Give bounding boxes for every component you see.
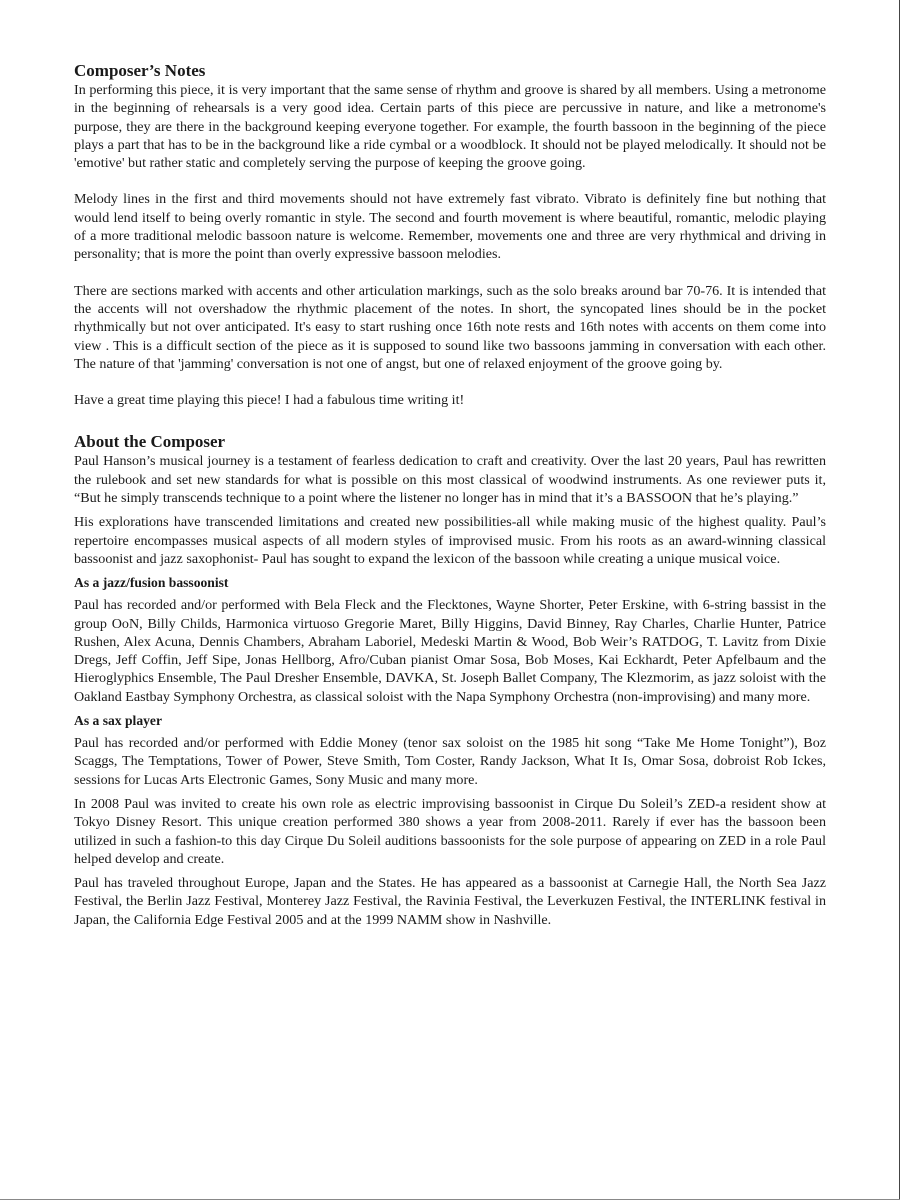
sax-paragraph-1: Paul has recorded and/or performed with Eddie Money (tenor sax soloist on the 1985 hit song “Take Me Home Tonight”), Boz Scaggs, The Temptations, Tower of Power, Steve Smith, Tom Coster, Randy Jackson, What It Is, Omar Sosa, dobroist Rob Ickes, sessions for Lucas Arts Electronic Games, Sony Music and many more. (74, 735, 826, 788)
composers-notes-paragraph-3: There are sections marked with accents and other articulation markings, such as the solo breaks around bar 70-76. It is intended that the accents will not overshadow the rhythmic placement of the notes. In short, the syncopated lines should be in the pocket rhythmically but not over anticipated. It's easy to start rushing once 16th note rests and 16th notes with accents on them come into view . This is a difficult section of the piece as it is supposed to sound like two bassoons jamming in conversation with each other. The nature of that 'jamming' conversation is not one of angst, but one of relaxed enjoyment of the groove going by. (74, 282, 826, 372)
sax-paragraph-3: Paul has traveled throughout Europe, Japan and the States. He has appeared as a bassoonist at Carnegie Hall, the North Sea Jazz Festival, the Berlin Jazz Festival, Monterey Jazz Festival, the Ravinia Festival, the Leverkuzen Festival, the INTERLINK festival in Japan, the California Edge Festival 2005 and at the 1999 NAMM show in Nashville. (74, 875, 826, 928)
jazz-fusion-subheading: As a jazz/fusion bassoonist (74, 575, 229, 591)
about-composer-heading: About the Composer (74, 432, 226, 452)
composers-notes-paragraph-1: In performing this piece, it is very important that the same sense of rhythm and groove is shared by all members. Using a metronome in the beginning of rehearsals is a very good idea. Certain parts of this piece are percussive in nature, and like a metronome's purpose, they are there in the background keeping everyone together. For example, the fourth bassoon in the beginning of the piece plays a part that has to be in the background like a ride cymbal or a woodblock. It should not be played melodically. It should not be 'emotive' but rather static and completely serving the purpose of keeping the groove going. (74, 82, 826, 172)
jazz-fusion-paragraph: Paul has recorded and/or performed with Bela Fleck and the Flecktones, Wayne Shorter, Peter Erskine, with 6-string bassist in the group OoN, Billy Childs, Harmonica virtuoso Gregorie Maret, Billy Higgins, David Binney, Ray Charles, Charlie Hunter, Patrice Rushen, Alex Acuna, Dennis Chambers, Abraham Laboriel, Medeski Martin & Wood, Bob Weir’s RATDOG, T. Lavitz from Dixie Dregs, Jeff Coffin, Jeff Sipe, Jonas Hellborg, Afro/Cuban pianist Omar Sosa, Bob Moses, Kai Eckhardt, Peter Apfelbaum and the Hieroglyphics Ensemble, The Paul Dresher Ensemble, DAVKA, St. Joseph Ballet Company, The Klezmorim, as jazz soloist with the Oakland Eastbay Symphony Orchestra, as classical soloist with the Napa Symphony Orchestra (non-improvising) and many more. (74, 597, 826, 705)
sax-paragraph-2: In 2008 Paul was invited to create his own role as electric improvising bassoonist in Cirque Du Soleil’s ZED-a resident show at Tokyo Disney Resort. This unique creation performed 380 shows a year from 2008-2011. Rarely if ever has the bassoon been utilized in such a fashion-to this day Cirque Du Soleil auditions bassoonists for the sole purpose of appearing on ZED in a role Paul helped develop and create. (74, 795, 826, 867)
composers-notes-paragraph-2: Melody lines in the first and third movements should not have extremely fast vibrato. Vibrato is definitely fine but nothing that would lend itself to being overly romantic in style. The second and fourth movement is where beautiful, romantic, melodic playing of a more traditional melodic bassoon nature is welcome. Remember, movements one and three are very rhythmical and driving in personality; that is more the point than overly expressive bassoon melodies. (74, 191, 826, 263)
composers-notes-heading: Composer’s Notes (74, 61, 206, 80)
sax-player-subheading: As a sax player (74, 713, 162, 729)
about-intro-paragraph-2: His explorations have transcended limitations and created new possibilities-all while making music of the highest quality. Paul’s repertoire encompasses musical aspects of all modern styles of improvised music. From his roots as an award-winning classical bassoonist and jazz saxophonist- Paul has sought to expand the lexicon of the bassoon while creating a unique musical voice. (74, 514, 826, 567)
composers-notes-closing: Have a great time playing this piece! I had a fabulous time writing it! (74, 392, 465, 409)
about-intro-paragraph-1: Paul Hanson’s musical journey is a testament of fearless dedication to craft and creativity. Over the last 20 years, Paul has rewritten the rulebook and set new standards for what is possible on this most classical of woodwind instruments. As one reviewer puts it, “But he simply transcends technique to a point where the listener no longer has in mind that it’s a BASSOON that he’s playing.” (74, 453, 826, 507)
